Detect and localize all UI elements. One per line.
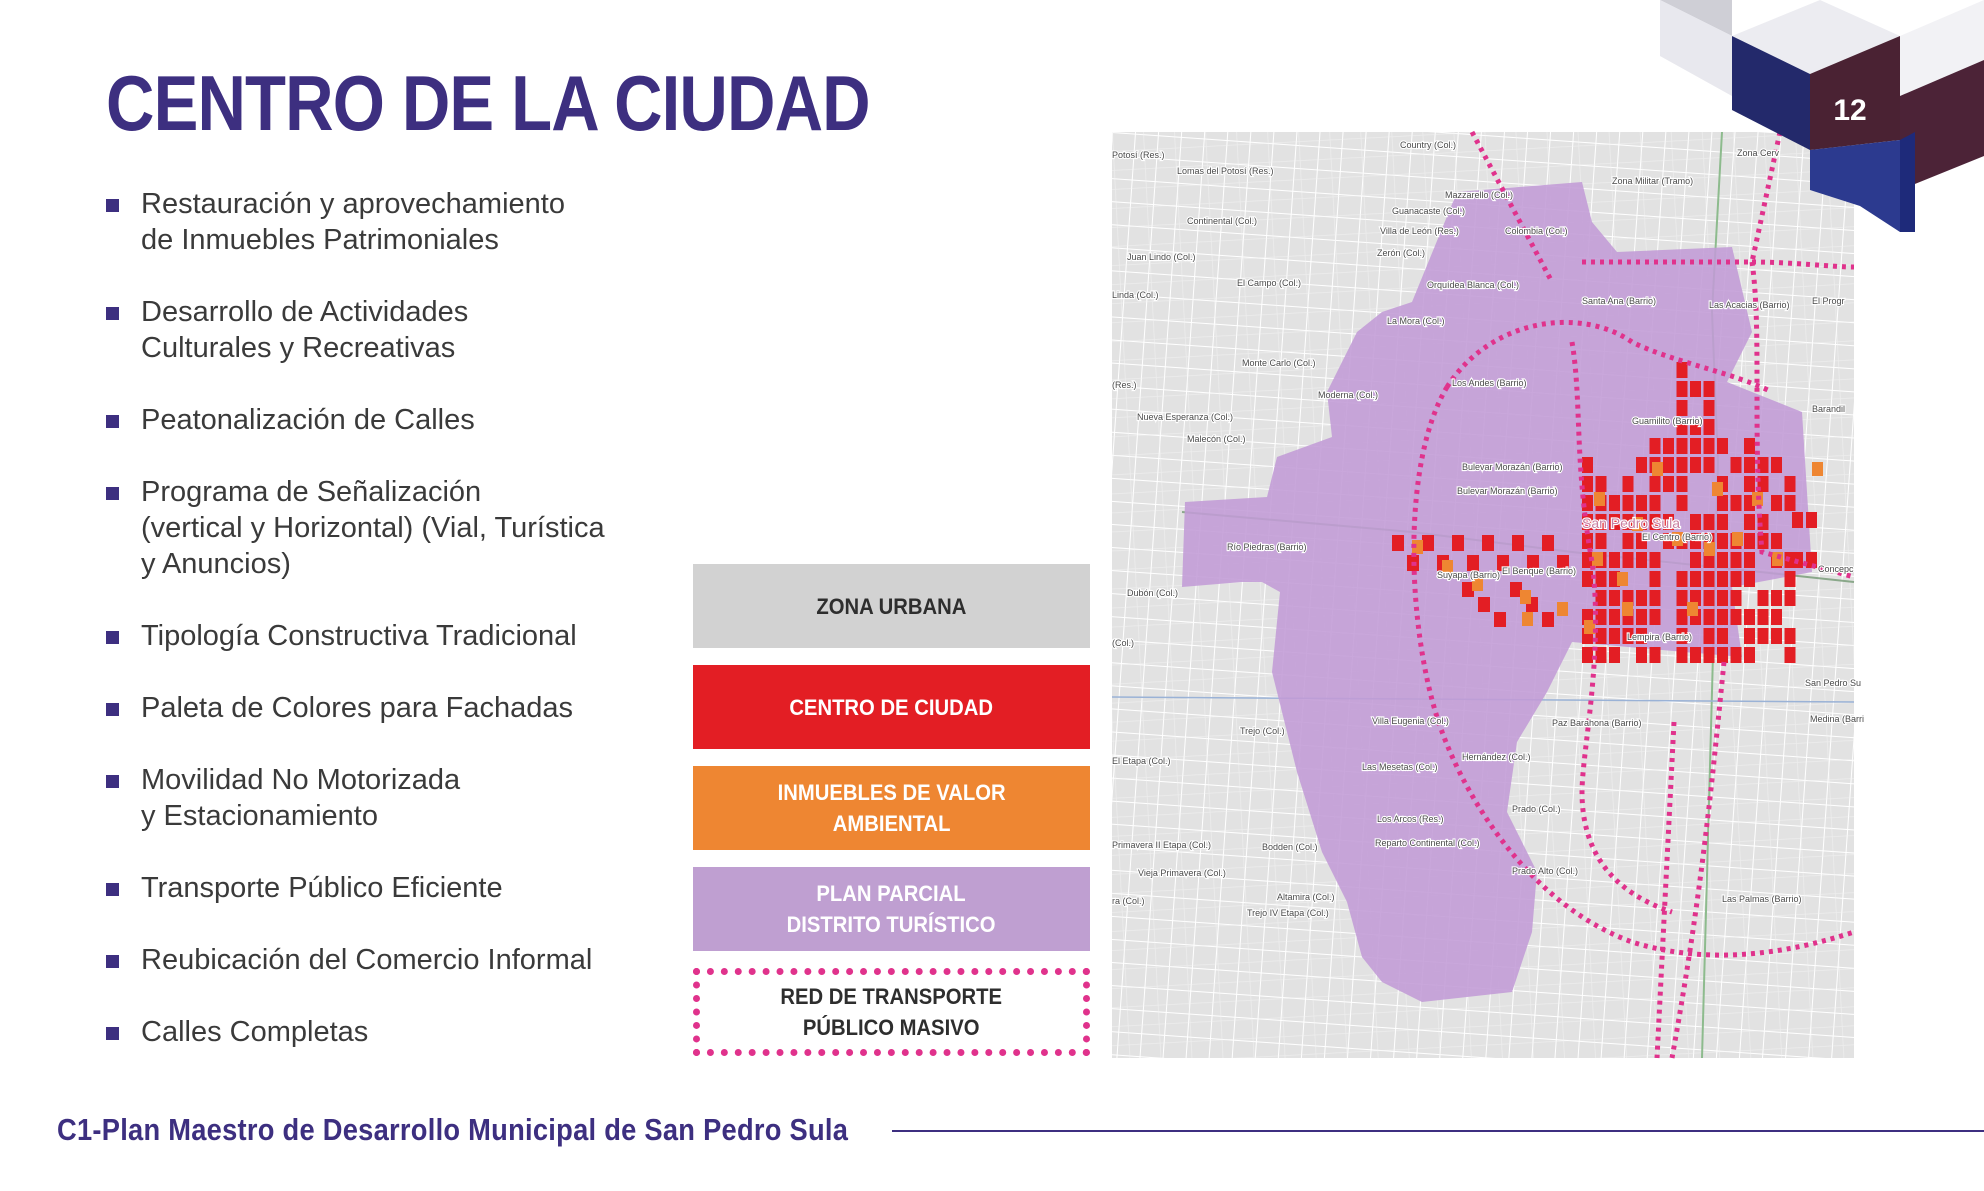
centro-block xyxy=(1717,495,1728,511)
map-place-label: Zona Cerv xyxy=(1737,148,1780,158)
centro-block xyxy=(1650,495,1661,511)
legend-plan-parcial xyxy=(693,867,1090,951)
centro-block xyxy=(1582,457,1593,473)
centro-block xyxy=(1677,476,1688,492)
centro-block xyxy=(1771,628,1782,644)
centro-block xyxy=(1704,609,1715,625)
centro-block xyxy=(1744,438,1755,454)
centro-block xyxy=(1717,628,1728,644)
centro-block xyxy=(1663,476,1674,492)
bullet-text: Calles Completas xyxy=(141,1016,369,1048)
inmueble-block xyxy=(1704,542,1715,556)
centro-block xyxy=(1744,571,1755,587)
centro-block xyxy=(1704,438,1715,454)
cube-face xyxy=(1900,132,1915,232)
centro-block xyxy=(1785,476,1796,492)
centro-block xyxy=(1771,590,1782,606)
map-place-label: Colombia (Col.) xyxy=(1505,226,1568,236)
map-place-label: El Benque (Barrio) xyxy=(1502,566,1577,576)
inmueble-block xyxy=(1522,612,1533,626)
page-number: 12 xyxy=(1833,94,1867,127)
centro-block xyxy=(1731,495,1742,511)
centro-block xyxy=(1758,609,1769,625)
centro-block xyxy=(1717,609,1728,625)
map-place-label: (Res.) xyxy=(1112,380,1137,390)
legend-label: CENTRO DE CIUDAD xyxy=(789,694,994,720)
centro-block xyxy=(1623,552,1634,568)
centro-block xyxy=(1690,457,1701,473)
map-place-label: Moderna (Col.) xyxy=(1318,390,1379,400)
square-bullet-icon xyxy=(106,703,119,716)
centro-block xyxy=(1785,647,1796,663)
centro-block xyxy=(1785,590,1796,606)
centro-block xyxy=(1744,647,1755,663)
centro-block xyxy=(1690,647,1701,663)
centro-block xyxy=(1771,495,1782,511)
centro-block xyxy=(1744,476,1755,492)
centro-block xyxy=(1623,495,1634,511)
map-place-label: Guamilito (Barrio) xyxy=(1632,416,1703,426)
map-place-label: El Campo (Col.) xyxy=(1237,278,1302,288)
centro-block xyxy=(1717,514,1728,530)
legend-label: PLAN PARCIAL DISTRITO TURÍSTICO xyxy=(787,881,996,937)
bullet-item xyxy=(104,870,664,906)
centro-block xyxy=(1704,571,1715,587)
square-bullet-icon xyxy=(106,487,119,500)
centro-block xyxy=(1717,438,1728,454)
centro-block xyxy=(1512,535,1524,551)
centro-block xyxy=(1582,647,1593,663)
map-place-label: Los Andes (Barrio) xyxy=(1452,378,1527,388)
centro-block xyxy=(1677,495,1688,511)
centro-block xyxy=(1677,438,1688,454)
square-bullet-icon xyxy=(106,631,119,644)
centro-block xyxy=(1792,512,1803,528)
centro-block xyxy=(1785,628,1796,644)
inmueble-block xyxy=(1652,462,1663,476)
bullet-text: Programa de Señalización (vertical y Horizontal) (Vial, Turística y Anuncios) xyxy=(141,476,605,580)
map-place-label: Altamira (Col.) xyxy=(1277,892,1335,902)
map-place-label: La Mora (Col.) xyxy=(1387,316,1445,326)
centro-block xyxy=(1623,533,1634,549)
map-place-label: Trejo (Col.) xyxy=(1240,726,1285,736)
centro-block xyxy=(1704,647,1715,663)
inmueble-block xyxy=(1772,552,1783,566)
centro-block xyxy=(1609,552,1620,568)
bullet-list xyxy=(104,186,664,1086)
centro-block xyxy=(1636,457,1647,473)
centro-block xyxy=(1452,535,1464,551)
centro-block xyxy=(1704,590,1715,606)
centro-block xyxy=(1636,647,1647,663)
centro-block xyxy=(1663,438,1674,454)
centro-block xyxy=(1744,457,1755,473)
centro-block xyxy=(1636,495,1647,511)
square-bullet-icon xyxy=(106,1027,119,1040)
bullet-text: Reubicación del Comercio Informal xyxy=(141,944,593,976)
inmueble-block xyxy=(1557,602,1568,616)
map-place-label: (Col.) xyxy=(1112,638,1134,648)
square-bullet-icon xyxy=(106,415,119,428)
map-place-label: Reparto Continental (Col.) xyxy=(1375,838,1480,848)
map-place-label: San Pedro Sula xyxy=(1582,515,1681,531)
map-place-label: Villa Eugenia (Col.) xyxy=(1372,716,1449,726)
map-place-label: Bodden (Col.) xyxy=(1262,842,1318,852)
centro-block xyxy=(1663,457,1674,473)
map-canvas xyxy=(1112,132,1865,1058)
inmueble-block xyxy=(1520,590,1531,604)
centro-block xyxy=(1717,552,1728,568)
centro-block xyxy=(1582,571,1593,587)
inmueble-block xyxy=(1812,462,1823,476)
centro-block xyxy=(1636,552,1647,568)
map-place-label: Lempira (Barrio) xyxy=(1627,632,1693,642)
centro-block xyxy=(1623,476,1634,492)
bullet-item xyxy=(104,402,664,438)
map-place-label: Potosí (Res.) xyxy=(1112,150,1165,160)
centro-block xyxy=(1650,590,1661,606)
centro-block xyxy=(1690,514,1701,530)
centro-block xyxy=(1690,381,1701,397)
map-place-label: Country (Col.) xyxy=(1400,140,1457,150)
bullet-item xyxy=(104,690,664,726)
map-place-label: Mazzarello (Col.) xyxy=(1445,190,1514,200)
bullet-item xyxy=(104,1014,664,1050)
centro-block xyxy=(1704,400,1715,416)
bullet-item xyxy=(104,294,664,366)
centro-block xyxy=(1744,514,1755,530)
inmueble-block xyxy=(1622,602,1633,616)
centro-block xyxy=(1704,457,1715,473)
map-place-label: Zerón (Col.) xyxy=(1377,248,1426,258)
map-place-label: Dubón (Col.) xyxy=(1127,588,1179,598)
centro-block xyxy=(1704,419,1715,435)
centro-block xyxy=(1609,609,1620,625)
footer-rule xyxy=(892,1130,1984,1132)
city-map xyxy=(1112,132,1865,1058)
centro-block xyxy=(1704,628,1715,644)
legend-zona-urbana xyxy=(693,564,1090,648)
centro-block xyxy=(1731,609,1742,625)
centro-block xyxy=(1704,381,1715,397)
map-place-label: Zona Militar (Tramo) xyxy=(1612,176,1694,186)
legend-label: INMUEBLES DE VALOR AMBIENTAL xyxy=(777,780,1006,836)
centro-block xyxy=(1650,552,1661,568)
map-place-label: Hernández (Col.) xyxy=(1462,752,1531,762)
centro-block xyxy=(1677,647,1688,663)
centro-block xyxy=(1482,535,1494,551)
centro-block xyxy=(1744,628,1755,644)
footer-text: C1-Plan Maestro de Desarrollo Municipal de San Pedro Sula xyxy=(57,1112,849,1147)
map-place-label: Concepc xyxy=(1818,564,1854,574)
bullet-text: Desarrollo de Actividades Culturales y Recreativas xyxy=(141,296,469,364)
centro-block xyxy=(1677,571,1688,587)
map-place-label: Suyapa (Barrio) xyxy=(1437,570,1501,580)
centro-block xyxy=(1494,612,1506,627)
map-place-label: Río Piedras (Barrio) xyxy=(1227,542,1307,552)
centro-block xyxy=(1542,535,1554,551)
map-place-label: El Etapa (Col.) xyxy=(1112,756,1171,766)
centro-block xyxy=(1690,552,1701,568)
centro-block xyxy=(1650,438,1661,454)
centro-block xyxy=(1596,476,1607,492)
centro-block xyxy=(1717,533,1728,549)
centro-block xyxy=(1677,400,1688,416)
legend-label: ZONA URBANA xyxy=(816,593,967,619)
centro-block xyxy=(1758,590,1769,606)
centro-block xyxy=(1650,609,1661,625)
map-place-label: Primavera II Etapa (Col.) xyxy=(1112,840,1212,850)
map-place-label: Vieja Primavera (Col.) xyxy=(1138,868,1226,878)
map-place-label: Lomas del Potosí (Res.) xyxy=(1177,166,1274,176)
bullet-item xyxy=(104,762,664,834)
centro-block xyxy=(1677,381,1688,397)
map-place-label: Bulevar Morazán (Barrio) xyxy=(1457,486,1558,496)
legend-red-transporte xyxy=(693,968,1090,1056)
centro-block xyxy=(1690,438,1701,454)
centro-block xyxy=(1704,514,1715,530)
map-place-label: Prado Alto (Col.) xyxy=(1512,866,1579,876)
map-place-label: Barandil xyxy=(1812,404,1846,414)
centro-block xyxy=(1717,590,1728,606)
map-place-label: Prado (Col.) xyxy=(1512,804,1561,814)
map-place-label: El Centro (Barrio) xyxy=(1642,532,1713,542)
centro-block xyxy=(1677,457,1688,473)
inmueble-block xyxy=(1732,532,1743,546)
centro-block xyxy=(1771,609,1782,625)
cube-face xyxy=(1810,140,1900,232)
centro-block xyxy=(1771,457,1782,473)
map-place-label: ra (Col.) xyxy=(1112,896,1145,906)
centro-block xyxy=(1478,597,1490,612)
page-title: CENTRO DE LA CIUDAD xyxy=(106,59,870,147)
bullet-text: Restauración y aprovechamiento de Inmuebles Patrimoniales xyxy=(141,188,565,256)
map-place-label: El Progr xyxy=(1812,296,1845,306)
inmueble-block xyxy=(1594,492,1605,506)
map-place-label: Santa Ana (Barrio) xyxy=(1582,296,1657,306)
map-place-label: Las Acacias (Barrio) xyxy=(1709,300,1790,310)
map-place-label: Orquídea Blanca (Col.) xyxy=(1427,280,1520,290)
square-bullet-icon xyxy=(106,955,119,968)
centro-block xyxy=(1467,555,1479,571)
inmueble-block xyxy=(1617,572,1628,586)
centro-block xyxy=(1717,647,1728,663)
centro-block xyxy=(1731,647,1742,663)
centro-block xyxy=(1650,571,1661,587)
centro-block xyxy=(1771,533,1782,549)
legend-inmuebles-valor-ambiental xyxy=(693,766,1090,850)
centro-block xyxy=(1609,647,1620,663)
centro-block xyxy=(1744,609,1755,625)
centro-block xyxy=(1744,552,1755,568)
centro-block xyxy=(1690,571,1701,587)
map-place-label: Monte Carlo (Col.) xyxy=(1242,358,1316,368)
centro-block xyxy=(1636,609,1647,625)
centro-block xyxy=(1758,628,1769,644)
centro-block xyxy=(1785,495,1796,511)
bullet-text: Movilidad No Motorizada y Estacionamiento xyxy=(141,764,461,832)
centro-block xyxy=(1609,495,1620,511)
centro-block xyxy=(1392,535,1404,551)
bullet-item xyxy=(104,474,664,582)
square-bullet-icon xyxy=(106,307,119,320)
map-place-label: Guanacaste (Col.) xyxy=(1392,206,1466,216)
bullet-text: Tipología Constructiva Tradicional xyxy=(141,620,577,652)
map-place-label: Linda (Col.) xyxy=(1112,290,1159,300)
map-place-label: Juan Lindo (Col.) xyxy=(1127,252,1196,262)
centro-block xyxy=(1731,590,1742,606)
map-place-label: Malecón (Col.) xyxy=(1187,434,1246,444)
centro-block xyxy=(1717,571,1728,587)
map-place-label: Las Mesetas (Col.) xyxy=(1362,762,1438,772)
bullet-item xyxy=(104,186,664,258)
bullet-item xyxy=(104,942,664,978)
bullet-text: Transporte Público Eficiente xyxy=(141,872,503,904)
centro-block xyxy=(1677,362,1688,378)
square-bullet-icon xyxy=(106,775,119,788)
inmueble-block xyxy=(1712,482,1723,496)
centro-block xyxy=(1677,590,1688,606)
centro-block xyxy=(1422,535,1434,551)
map-place-label: Los Arcos (Res.) xyxy=(1377,814,1444,824)
centro-block xyxy=(1542,612,1554,627)
centro-block xyxy=(1785,571,1796,587)
map-place-label: San Pedro Su xyxy=(1805,678,1862,688)
centro-block xyxy=(1636,590,1647,606)
bullet-item xyxy=(104,618,664,654)
bullet-text: Peatonalización de Calles xyxy=(141,404,475,436)
map-place-label: Medina (Barri xyxy=(1810,714,1865,724)
centro-block xyxy=(1731,571,1742,587)
legend-label: RED DE TRANSPORTE PÚBLICO MASIVO xyxy=(780,984,1003,1040)
map-place-label: Trejo IV Etapa (Col.) xyxy=(1247,908,1329,918)
centro-block xyxy=(1609,590,1620,606)
centro-block xyxy=(1744,533,1755,549)
centro-block xyxy=(1609,628,1620,644)
legend-centro-ciudad xyxy=(693,665,1090,749)
inmueble-block xyxy=(1687,602,1698,616)
map-place-label: Bulevar Morazán (Barrio) xyxy=(1462,462,1563,472)
centro-block xyxy=(1806,512,1817,528)
map-place-label: Villa de León (Res.) xyxy=(1380,226,1459,236)
centro-block xyxy=(1731,457,1742,473)
centro-block xyxy=(1650,476,1661,492)
map-place-label: Continental (Col.) xyxy=(1187,216,1258,226)
map-place-label: Nueva Esperanza (Col.) xyxy=(1137,412,1234,422)
square-bullet-icon xyxy=(106,199,119,212)
centro-block xyxy=(1650,647,1661,663)
centro-block xyxy=(1596,571,1607,587)
bullet-text: Paleta de Colores para Fachadas xyxy=(141,692,574,724)
centro-block xyxy=(1731,552,1742,568)
centro-block xyxy=(1596,533,1607,549)
centro-block xyxy=(1677,609,1688,625)
map-place-label: Las Palmas (Barrio) xyxy=(1722,894,1802,904)
map-place-label: Paz Barahona (Barrio) xyxy=(1552,718,1642,728)
square-bullet-icon xyxy=(106,883,119,896)
